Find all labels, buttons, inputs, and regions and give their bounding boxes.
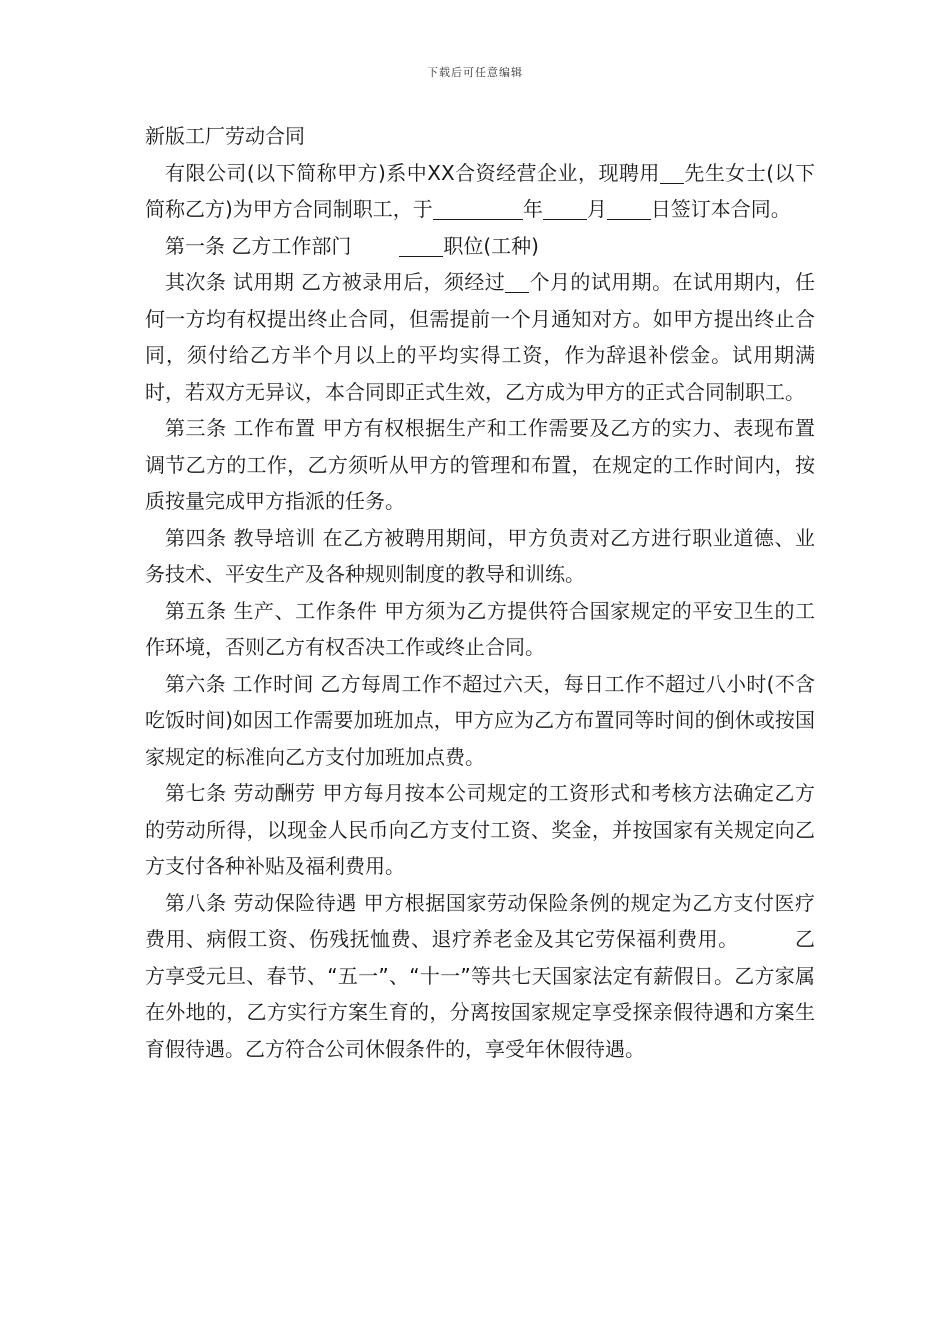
intro-text-1: 有限公司(以下简称甲方)系中XX合资经营企业，现聘用 bbox=[165, 160, 660, 185]
blank-day bbox=[607, 197, 651, 220]
article-2-text-1: 其次条 试用期 乙方被录用后，须经过 bbox=[165, 270, 506, 294]
article-8-text-1: 第八条 劳动保险待遇 甲方根据国家劳动保险条例的规定为乙方支付医疗费用、病假工资、伤残抚恤费、退疗养老金及其它劳保福利费用。 bbox=[145, 890, 815, 951]
blank-months bbox=[505, 270, 529, 293]
article-4: 第四条 教导培训 在乙方被聘用期间，甲方负责对乙方进行职业道德、业务技术、平安生产及各种规则制度的教导和训练。 bbox=[145, 525, 815, 586]
article-1-text-2: 职位(工种) bbox=[443, 233, 539, 258]
article-8 bbox=[145, 885, 815, 1068]
article-1-text-1: 第一条 乙方工作部门 bbox=[165, 233, 352, 258]
article-2-text-2: 个月的试用期。在试用期内，任何一方均有权提出终止合同，但需提前一个月通知对方。如甲方提出终止合同，须付给乙方半个月以上的平均实得工资，作为辞退补偿金。试用期满时，若双方无异议，本合同即正式生效，乙方成为甲方的正式合同制职工。 bbox=[145, 270, 815, 404]
article-8-text-2: 乙方享受元旦、春节、“五一”、“十一”等共七天国家法定有薪假日。乙方家属在外地的，乙方实行方案生育的，分离按国家规定享受探亲假待遇和方案生育假待遇。乙方符合公司休假条件的，享受年休假待遇。 bbox=[145, 927, 816, 1061]
article-5: 第五条 生产、工作条件 甲方须为乙方提供符合国家规定的平安卫生的工作环境，否则乙方有权否决工作或终止合同。 bbox=[145, 598, 815, 659]
article-2 bbox=[145, 264, 815, 410]
article-3: 第三条 工作布置 甲方有权根据生产和工作需要及乙方的实力、表现布置调节乙方的工作，乙方须听从甲方的管理和布置，在规定的工作时间内，按质按量完成甲方指派的任务。 bbox=[145, 416, 815, 513]
article-6: 第六条 工作时间 乙方每周工作不超过六天，每日工作不超过八小时(不含吃饭时间)如因工作需要加班加点，甲方应为乙方布置同等时间的倒休或按国家规定的标准向乙方支付加班加点费。 bbox=[145, 671, 815, 769]
intro-text-3: 年 bbox=[522, 197, 543, 221]
blank-department bbox=[399, 234, 443, 257]
document-body bbox=[145, 118, 815, 1067]
intro-text-4: 月 bbox=[586, 197, 607, 221]
article-1 bbox=[145, 228, 815, 265]
intro-paragraph bbox=[145, 155, 815, 228]
intro-text-2: 先生女士(以下简称乙方)为甲方合同制职工，于 bbox=[145, 160, 815, 221]
intro-text-5: 日签订本合同。 bbox=[650, 197, 791, 221]
blank-month bbox=[543, 197, 587, 220]
blank-year bbox=[433, 197, 523, 220]
page-header-note: 下载后可任意编辑 bbox=[427, 66, 523, 79]
blank-name bbox=[660, 161, 684, 184]
article-7: 第七条 劳动酬劳 甲方每月按本公司规定的工资形式和考核方法确定乙方的劳动所得，以现金人民币向乙方支付工资、奖金，并按国家有关规定向乙方支付各种补贴及福利费用。 bbox=[145, 781, 815, 878]
document-title: 新版工厂劳动合同 bbox=[145, 124, 305, 148]
